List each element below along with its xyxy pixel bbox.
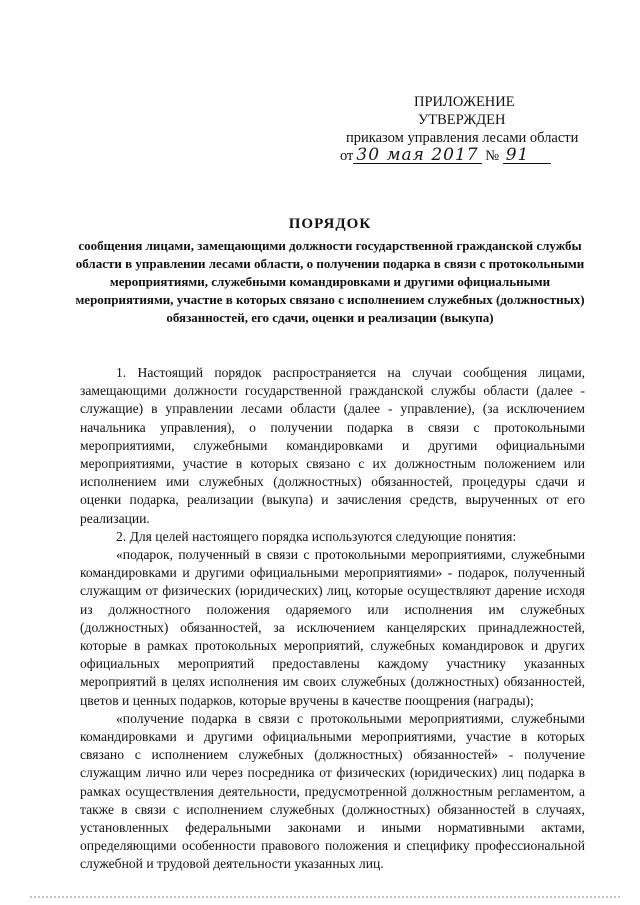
handwritten-number: 91 — [503, 147, 552, 164]
order-issuer: приказом управления лесами области — [346, 130, 579, 146]
approved-label: УТВЕРЖДЕН — [418, 112, 506, 128]
document-title — [60, 216, 600, 327]
definition-receipt: «получение подарка в связи с протокольными мероприятиями, служебными командировками и другими официальными мероприятиями, участие в которых связано с исполнением служебных (должностных) обязанностей» - получение служащим лично или через посредника от физических (юридических) лиц подарка в рамках осуществления деятельности, предусмотренной должностным регламентом, а также в связи с исполнением служебных (должностных) обязанностей в случаях, установленных федеральными законами и иными нормативными актами, определяющими особенности правового положения и специфику профессиональной служебной и трудовой деятельности указанных лиц. — [80, 710, 585, 872]
approval-block — [330, 93, 590, 169]
number-prefix: № — [485, 148, 500, 164]
handwritten-date: 30 мая 2017 — [353, 147, 481, 164]
date-prefix: от — [340, 148, 354, 164]
paragraph-2: 2. Для целей настоящего порядка используются следующие понятия: — [116, 528, 517, 544]
order-date-line — [330, 147, 590, 169]
paragraph-1: 1. Настоящий порядок распространяется на случаи сообщения лицами, замещающими должности государственной гражданской службы области (далее - служащие) в управлении лесами области (далее - управление), (за исключением начальника управления), о получении подарка в связи с протокольными мероприятиями, служебными командировками и другими официальными мероприятиями, участие в которых связано с их должностным положением или исполнением ими служебных (должностных) обязанностей, процедуры сдачи и оценки подарка, реализации (выкупа) и зачисления средств, вырученных от его реализации. — [80, 365, 585, 526]
title-subtitle: сообщения лицами, замещающими должности государственной гражданской службы области в управлении лесами области, о получении подарка в связи с протокольными мероприятиями, служебными командировками и другими официальными мероприятиями, участие в которых связано с исполнением служебных (должностных) обязанностей, его сдачи, оценки и реализации (выкупа) — [75, 238, 585, 325]
scan-edge-marks — [30, 896, 620, 901]
appendix-label: ПРИЛОЖЕНИЕ — [414, 94, 515, 110]
document-body — [80, 364, 585, 874]
title-heading: ПОРЯДОК — [288, 216, 372, 232]
definition-gift: «подарок, полученный в связи с протокольными мероприятиями, служебными командировками и другими официальными мероприятиями» - подарок, полученный служащим от физических (юридических) лиц, которые осуществляют дарение исходя из должностного положения одаряемого или исполнения им служебных (должностных) обязанностей, за исключением канцелярских принадлежностей, которые в рамках протокольных мероприятий, служебных командировок и других официальных мероприятий предоставлены каждому участнику указанных мероприятий в целях исполнения им своих служебных (должностных) обязанностей, цветов и ценных подарков, которые вручены в качестве поощрения (награды); — [80, 547, 585, 708]
